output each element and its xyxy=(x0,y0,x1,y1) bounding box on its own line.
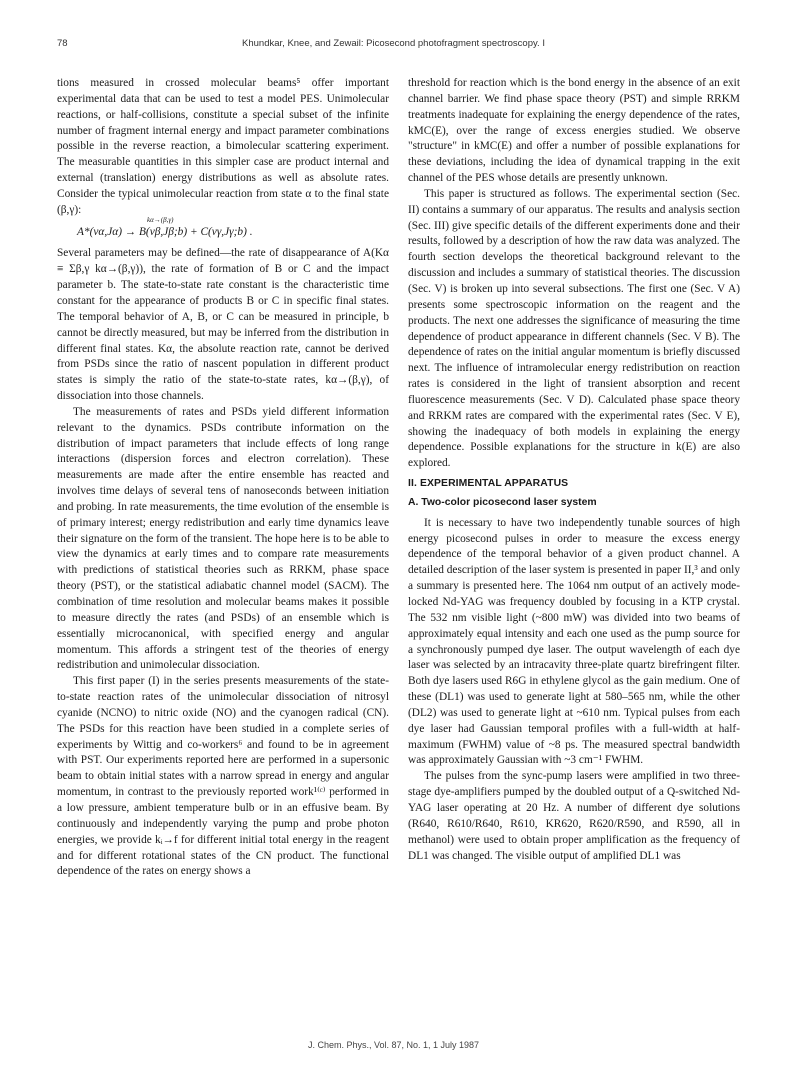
left-column xyxy=(57,76,389,880)
right-paragraph-3: It is necessary to have two independently tunable sources of high energy picosecond pulses in order to measure the excess energy dependence of the temporal behavior of a given product channel. A detailed description of the laser system is presented in paper II,³ and only a summary is presented here. The 1064 nm output of an actively mode-locked Nd-YAG was frequency doubled by focusing in a KTP crystal. The 532 nm visible light (~800 mW) was divided into two beams of approximately equal intensity and each one used as the pump source for a synchronously pumped dye laser. The output wavelength of each dye laser was selected by an intracavity three-plate quartz birefringent filter. Both dye lasers used R6G in ethylene glycol as the gain medium. One of these (DL1) was used to generate light at 580–565 nm, while the other (DL2) was used to generate light at ~610 nm. Typical pulses from each dye laser had Gaussian temporal profiles with a full-width at half-maximum (FWHM) value of ~8 ps. The measured spectral bandwidth was approximately Gaussian with ~3 cm⁻¹ FWHM. xyxy=(408,516,740,767)
section-heading: II. EXPERIMENTAL APPARATUS xyxy=(408,478,569,490)
reaction-equation xyxy=(77,216,389,241)
page-footer: J. Chem. Phys., Vol. 87, No. 1, 1 July 1987 xyxy=(307,1040,480,1050)
page-number: 78 xyxy=(57,38,68,49)
right-paragraph-1: threshold for reaction which is the bond energy in the absence of an exit channel barrier. We find phase space theory (PST) and simple RRKM treatments inadequate for explaining the energy dependence of the rates, kMC(E), over the range of excess energies studied. We observe "structure" in kMC(E) and offer a number of possible explanations for these deviations, including the idea of dynamical trapping in the exit channel of the PES whose details are presently unknown. xyxy=(408,77,740,185)
subsection-heading: A. Two-color picosecond laser system xyxy=(408,496,597,508)
left-paragraph-2: Several parameters may be defined—the rate of disappearance of A(Kα ≡ Σβ,γ kα→(β,γ)), the rate of formation of B or C and the impact parameter b. The state-to-state rate constant is the characteristic time constant for the appearance of products B or C in specific final states. The temporal behavior of A, B, or C can be measured in principle, b cannot be directly measured, but may be inferred from the distribution in different final states. Kα, the absolute reaction rate, cannot be derived from PSDs since the ratio of nascent population in different product states is simply the ratio of the state-to-state rates, kα→(β,γ), of dissociation into those channels. xyxy=(57,247,389,403)
left-paragraph-3: The measurements of rates and PSDs yield different information relevant to the dynamics. PSDs contribute information on the distribution of impact parameters that include effects of long range interactions (dispersion forces and electron correlation). These measurements are made after the entire ensemble has reacted and involves time delays of several tens of nanoseconds between initiation and probing. In rate measurements, the time evolution of the ensemble is of primary interest; energy redistribution and early time dynamics leave their signature on the form of the transient. The hope here is to be able to view the dynamics at early times and to compare rate measurements with predictions of statistical theories such as RRKM, phase space theory (PST), or the statistical adiabatic channel model (SACM). The combination of time resolution and molecular beams makes it possible to measure directly the rates (and PSDs) of an ensemble which is essentially microcanonical, with specified energy and angular momentum. This affords a stringent test of the theories of energy redistribution and unimolecular dissociation. xyxy=(57,405,389,672)
rate-constant-label: kα→(β,γ) xyxy=(147,216,174,225)
right-column xyxy=(408,76,740,864)
right-paragraph-4: The pulses from the sync-pump lasers were amplified in two three-stage dye-amplifiers pumped by the doubled output of a Q-switched Nd-YAG laser operating at 20 Hz. A number of different dye solutions (R640, R610/R640, R610, KR620, R620/R590, and R590, all in methanol) were used to obtain proper amplification as the frequency of DL1 was changed. The visible output of amplified DL1 was xyxy=(408,770,740,862)
page-header xyxy=(0,38,787,52)
reaction-equation-text: A*(vα,Jα) → B(vβ,Jβ;b) + C(vγ,Jγ;b) . xyxy=(77,225,253,238)
running-title: Khundkar, Knee, and Zewail: Picosecond photofragment spectroscopy. I xyxy=(242,38,545,49)
left-paragraph-1: tions measured in crossed molecular beams⁵ offer important experimental data that can be used to test a model PES. Unimolecular reactions, or half-collisions, constitute a special subset of the infinite number of fragment internal energy and impact parameter combinations possible in the reverse reaction, a bimolecular scattering experiment. The measurable quantities in this simpler case are product internal and external (translation) energy distributions as well as absolute rates. Consider the typical unimolecular reaction from state α to the final state (β,γ): xyxy=(57,77,389,216)
right-paragraph-2: This paper is structured as follows. The experimental section (Sec. II) contains a summary of our apparatus. The results and analysis section (Sec. III) give specific details of the different experiments done and their results, followed by a description of how the raw data was analyzed. The fourth section develops the theoretical background relevant to the discussion and includes a summary of statistical theories. The discussion (Sec. V) is broken up into several subsections. The first one (Sec. V A) presents some spectroscopic information on the reagent and the products. The next one addresses the significance of measuring the time dependence of product appearance in different channels (Sec. V B). The dependence of rates on the initial angular momentum is briefly discussed next. The influence of intramolecular energy redistribution on reaction rates is considered in the light of transient absorption and recent fluorescence measurements (Sec. V D). Calculated phase space theory and RRKM rates are compared with the experimental rates (Sec. V E), showing the inadequacy of both models in explaining the energy dependence. Possible explanations for the structure in k(E) are also explored. xyxy=(408,187,740,470)
left-paragraph-4: This first paper (I) in the series presents measurements of the state-to-state reaction rates of the unimolecular dissociation of nitrosyl cyanide (NCNO) to nitric oxide (NO) and the cyanogen radical (CN). The PSDs for this reaction have been studied in a complete series of experiments by Wittig and co-workers⁶ and found to be in agreement with PST. Our experiments reported here are performed in a supersonic beam to obtain initial states with a narrow spread in energy and angular momentum, in contrast to the previously reported work¹⁽ᶜ⁾ performed in a low pressure, ambient temperature bulb or in an effusive beam. By continuously and independently varying the pump and probe photon energies, we provide kᵢ→f for different initial total energy in the reagent and for different rotational states of the CN product. The functional dependence of the rates on energy shows a xyxy=(57,675,389,878)
